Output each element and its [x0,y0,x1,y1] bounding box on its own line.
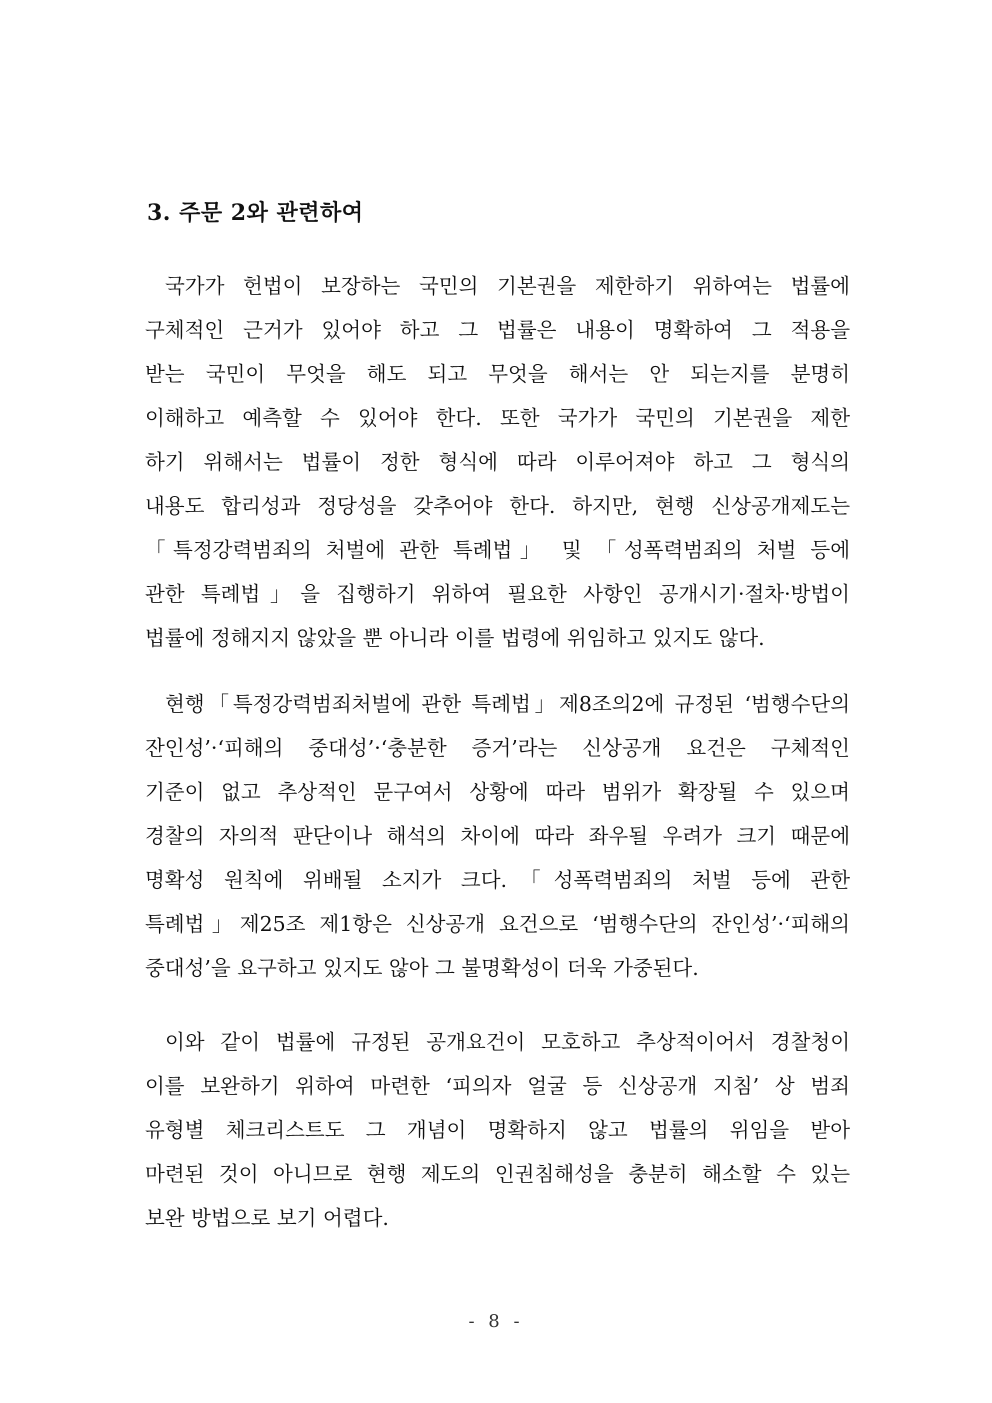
text-line: 마련된 것이 아니므로 현행 제도의 인권침해성을 충분히 해소할 수 있는 [145,1162,850,1186]
text-line: 국가가 헌법이 보장하는 국민의 기본권을 제한하기 위하여는 법률에 [165,274,850,298]
text-line: 관한 특례법」을 집행하기 위하여 필요한 사항인 공개시기·절차·방법이 [145,582,850,606]
text-line: 법률에 정해지지 않았을 뿐 아니라 이를 법령에 위임하고 있지도 않다. [145,626,765,650]
text-line: 특례법」제25조 제1항은 신상공개 요건으로 ‘범행수단의 잔인성’·‘피해의 [145,912,850,936]
text-line: 받는 국민이 무엇을 해도 되고 무엇을 해서는 안 되는지를 분명히 [145,362,850,386]
text-line: 이를 보완하기 위하여 마련한 ‘피의자 얼굴 등 신상공개 지침’ 상 범죄 [145,1074,850,1098]
text-line: 이와 같이 법률에 규정된 공개요건이 모호하고 추상적이어서 경찰청이 [165,1030,850,1054]
text-line: 명확성 원칙에 위배될 소지가 크다.「성폭력범죄의 처벌 등에 관한 [145,868,850,892]
text-line: 유형별 체크리스트도 그 개념이 명확하지 않고 법률의 위임을 받아 [145,1118,850,1142]
text-line: 보완 방법으로 보기 어렵다. [145,1206,389,1230]
text-line: 「특정강력범죄의 처벌에 관한 특례법」 및 「성폭력범죄의 처벌 등에 [145,538,850,562]
text-line: 기준이 없고 추상적인 문구여서 상황에 따라 범위가 확장될 수 있으며 [145,780,850,804]
paragraph-2 [145,682,850,990]
text-line: 중대성’을 요구하고 있지도 않아 그 불명확성이 더욱 가중된다. [145,956,699,980]
text-line: 내용도 합리성과 정당성을 갖추어야 한다. 하지만, 현행 신상공개제도는 [145,494,850,518]
section-heading: 3. 주문 2와 관련하여 [147,200,364,226]
page-number: - 8 - [468,1311,524,1332]
paragraph-3 [145,1020,850,1240]
text-line: 현행「특정강력범죄처벌에 관한 특례법」제8조의2에 규정된 ‘범행수단의 [165,692,850,716]
text-line: 이해하고 예측할 수 있어야 한다. 또한 국가가 국민의 기본권을 제한 [145,406,850,430]
paragraph-1 [145,264,850,660]
text-line: 경찰의 자의적 판단이나 해석의 차이에 따라 좌우될 우려가 크기 때문에 [145,824,850,848]
text-line: 구체적인 근거가 있어야 하고 그 법률은 내용이 명확하여 그 적용을 [145,318,850,342]
text-line: 잔인성’·‘피해의 중대성’·‘충분한 증거’라는 신상공개 요건은 구체적인 [145,736,850,760]
text-line: 하기 위해서는 법률이 정한 형식에 따라 이루어져야 하고 그 형식의 [145,450,850,474]
